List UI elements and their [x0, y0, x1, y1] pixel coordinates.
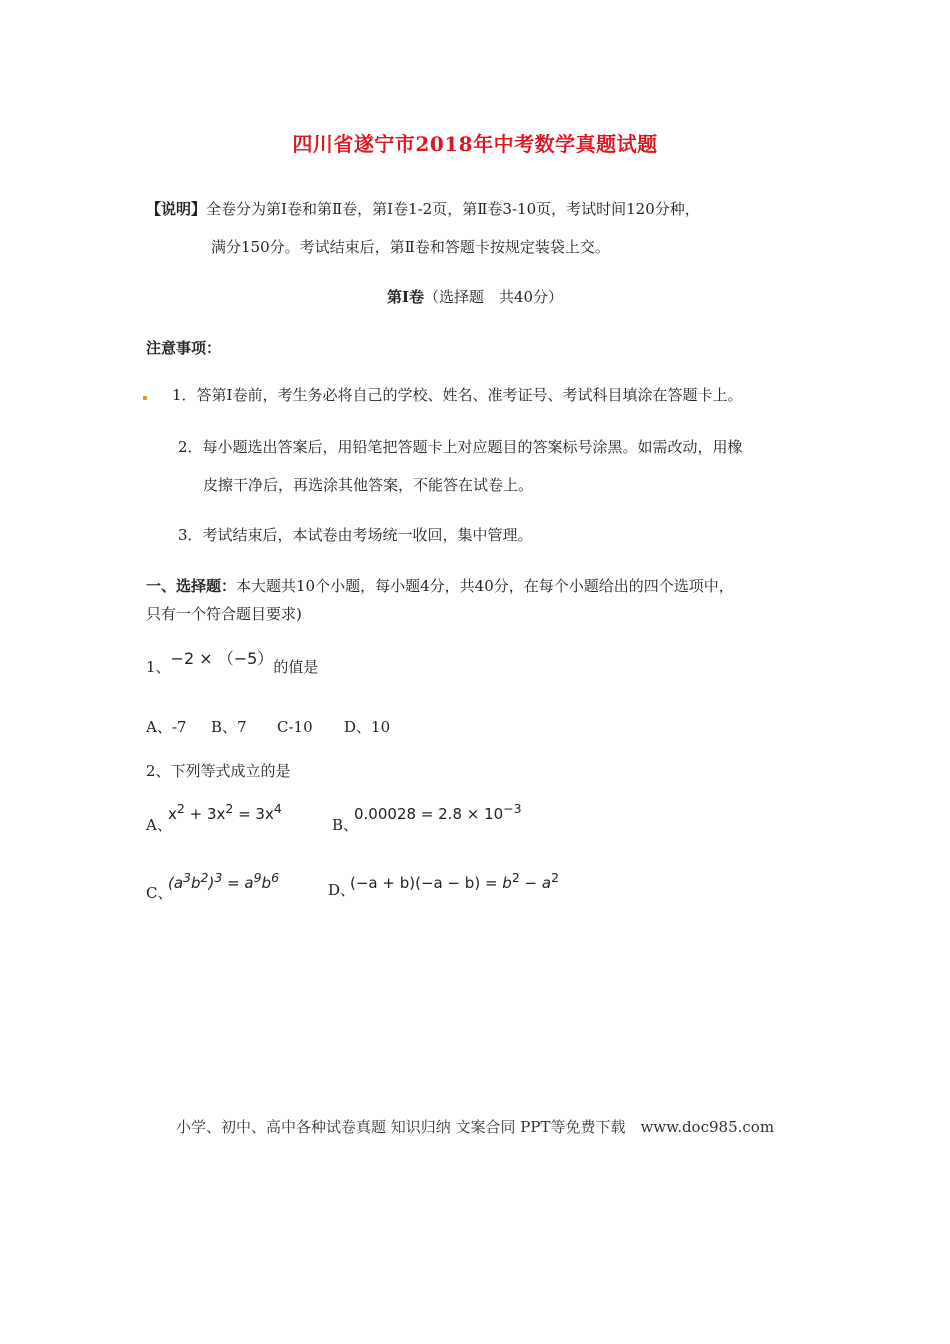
section-heading — [0, 287, 950, 307]
notes-heading: 注意事项： — [146, 339, 222, 357]
note-item-2-cont: 皮擦干净后，再选涂其他答案，不能答在试卷上。 — [203, 476, 534, 494]
q2-option-d-formula: $(-a + b)(-a - b) = b^2 - a^2$ — [350, 870, 560, 892]
q2-option-a-formula: $x^2 + 3x^2 = 3x^4$ — [168, 801, 282, 823]
section-subtitle: （选择题 共40分） — [423, 288, 564, 306]
q1-prefix: 1、 — [146, 658, 171, 676]
page-title: 四川省遂宁市2018年中考数学真题试题 — [292, 132, 658, 156]
q1-suffix: 的值是 — [273, 658, 319, 676]
instruction-text-1: 全卷分为第Ⅰ卷和第Ⅱ卷，第Ⅰ卷1-2页，第Ⅱ卷3-10页，考试时间120分种， — [206, 200, 700, 218]
part1-line-1 — [146, 576, 734, 596]
q2-option-b-label: B、 — [332, 816, 359, 834]
q2-option-c-formula: $(a^3b^2)^3 = a^9b^6$ — [168, 870, 280, 892]
note-item-3: 3．考试结束后，本试卷由考场统一收回，集中管理。 — [178, 526, 533, 544]
instruction-line-1 — [146, 199, 700, 219]
q2-option-b-formula: $0.00028 = 2.8 \times 10^{-3}$ — [354, 801, 522, 823]
part1-desc-1: 本大题共10个小题，每小题4分，共40分，在每个小题给出的四个选项中， — [236, 577, 734, 595]
note-item-1: 1．答第Ⅰ卷前，考生务必将自己的学校、姓名、准考证号、考试科目填涂在答题卡上。 — [172, 386, 743, 404]
note-item-2: 2．每小题选出答案后，用铅笔把答题卡上对应题目的答案标号涂黑。如需改动，用橡 — [178, 438, 743, 456]
page-footer: 小学、初中、高中各种试卷真题 知识归纳 文案合同 PPT等免费下载 www.doc985.com — [175, 1118, 775, 1136]
part1-heading: 一、选择题： — [146, 577, 237, 595]
margin-mark — [143, 396, 147, 400]
q2-option-c-label: C、 — [146, 884, 173, 902]
q1-option-d: D、10 — [344, 718, 391, 736]
q1-option-b: B、7 — [211, 718, 247, 736]
instruction-line-2: 满分150分。考试结束后，第Ⅱ卷和答题卡按规定装袋上交。 — [211, 238, 610, 256]
q2-option-a-label: A、 — [146, 816, 172, 834]
instruction-label: 【说明】 — [146, 200, 207, 218]
q1-option-a: A、-7 — [146, 718, 187, 736]
question-2-stem: 2、下列等式成立的是 — [146, 762, 291, 780]
part1-desc-2: 只有一个符合题目要求) — [146, 605, 302, 623]
q1-expression: −2 × （−5） — [170, 649, 274, 668]
section-label: 第Ⅰ卷 — [386, 288, 424, 306]
q1-option-c: C-10 — [277, 718, 313, 736]
question-1 — [146, 649, 319, 677]
q2-option-d-label: D、 — [328, 881, 356, 899]
